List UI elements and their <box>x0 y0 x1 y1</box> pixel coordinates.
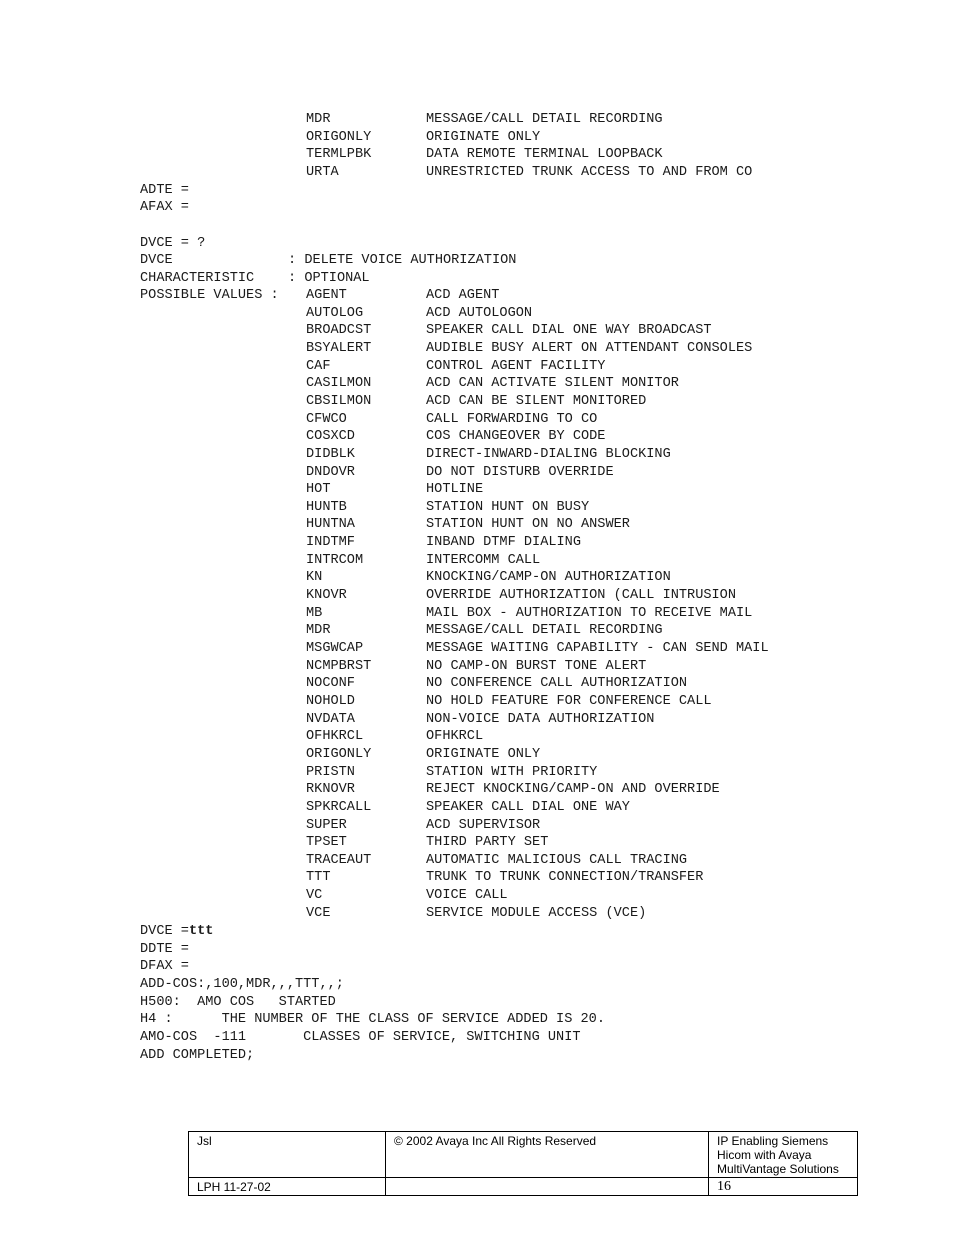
output-line: H500: AMO COS STARTED <box>140 995 336 1010</box>
dvce-input-prompt: DVCE = <box>140 924 189 939</box>
value-description: ORIGINATE ONLY <box>426 129 541 145</box>
value-description: HOTLINE <box>426 482 484 498</box>
footer-title-line: Hicom with Avaya <box>717 1148 812 1162</box>
value-code: MB <box>306 605 323 621</box>
value-code: KNOVR <box>306 588 347 604</box>
value-description: COS CHANGEOVER BY CODE <box>426 429 606 445</box>
value-description: STATION HUNT ON BUSY <box>426 499 590 515</box>
value-code: NCMPBRST <box>306 658 372 674</box>
value-code: KN <box>306 570 323 586</box>
value-description: DO NOT DISTURB OVERRIDE <box>426 464 614 480</box>
value-code: BROADCST <box>306 323 372 339</box>
value-description: MESSAGE WAITING CAPABILITY - CAN SEND MAIL <box>426 641 769 656</box>
value-code: TRACEAUT <box>306 852 372 868</box>
value-description: DATA REMOTE TERMINAL LOOPBACK <box>426 147 663 163</box>
value-code: ORIGONLY <box>306 129 372 145</box>
value-description: SERVICE MODULE ACCESS (VCE) <box>426 905 647 921</box>
value-code: NOCONF <box>306 676 355 692</box>
value-code: OFHKRCL <box>306 729 364 745</box>
value-description: ACD AGENT <box>426 288 500 303</box>
footer-page-number: 16 <box>709 1178 858 1196</box>
possible-values-label: POSSIBLE VALUES : <box>140 288 279 303</box>
value-code: NOHOLD <box>306 693 355 709</box>
value-code: HUNTNA <box>306 517 355 533</box>
value-description: UNRESTRICTED TRUNK ACCESS TO AND FROM CO <box>426 165 753 181</box>
value-code: MDR <box>306 112 331 127</box>
value-code: RKNOVR <box>306 782 355 798</box>
value-code: MSGWCAP <box>306 641 364 656</box>
value-code: AGENT <box>306 288 347 303</box>
value-description: CONTROL AGENT FACILITY <box>426 358 606 374</box>
value-code: CASILMON <box>306 376 372 392</box>
value-code: URTA <box>306 165 339 181</box>
dvce-input-value: ttt <box>188 924 214 939</box>
value-code: HOT <box>306 482 331 498</box>
value-code: BSYALERT <box>306 340 372 356</box>
value-code: CAF <box>306 358 331 374</box>
value-description: NON-VOICE DATA AUTHORIZATION <box>426 711 655 727</box>
footer-doc-title <box>709 1132 858 1178</box>
value-code: TERMLPBK <box>306 147 372 163</box>
value-description: DIRECT-INWARD-DIALING BLOCKING <box>426 446 671 462</box>
output-line: AMO-COS -111 CLASSES OF SERVICE, SWITCHING UNIT <box>140 1030 581 1045</box>
footer-empty-cell <box>386 1178 709 1196</box>
footer-title-line: IP Enabling Siemens <box>717 1134 829 1148</box>
value-description: CALL FORWARDING TO CO <box>426 411 598 427</box>
value-code: SUPER <box>306 817 347 833</box>
value-description: SPEAKER CALL DIAL ONE WAY BROADCAST <box>426 323 712 339</box>
value-description: ORIGINATE ONLY <box>426 746 541 762</box>
value-description: OFHKRCL <box>426 729 484 745</box>
footer-title-line: MultiVantage Solutions <box>717 1162 839 1176</box>
characteristic-label: CHARACTERISTIC <box>140 271 255 286</box>
value-description: ACD AUTOLOGON <box>426 305 533 321</box>
value-description: NO CAMP-ON BURST TONE ALERT <box>426 658 647 674</box>
value-description: AUDIBLE BUSY ALERT ON ATTENDANT CONSOLES <box>426 340 753 356</box>
value-description: STATION HUNT ON NO ANSWER <box>426 517 630 533</box>
value-description: ACD CAN BE SILENT MONITORED <box>426 393 647 409</box>
value-code: INDTMF <box>306 535 355 551</box>
value-description: INTERCOMM CALL <box>426 552 541 568</box>
value-description: SPEAKER CALL DIAL ONE WAY <box>426 799 630 815</box>
value-description: KNOCKING/CAMP-ON AUTHORIZATION <box>426 570 671 586</box>
value-code: HUNTB <box>306 499 347 515</box>
footer-author: Jsl <box>189 1132 386 1178</box>
page-footer <box>188 1131 858 1196</box>
adte-prompt: ADTE = <box>140 183 189 198</box>
value-description: REJECT KNOCKING/CAMP-ON AND OVERRIDE <box>426 782 720 798</box>
value-code: ORIGONLY <box>306 746 372 762</box>
value-description: VOICE CALL <box>426 888 508 904</box>
dvce-param-desc: : DELETE VOICE AUTHORIZATION <box>288 253 517 268</box>
value-description: ACD CAN ACTIVATE SILENT MONITOR <box>426 376 679 392</box>
value-code: NVDATA <box>306 711 355 727</box>
value-description: NO HOLD FEATURE FOR CONFERENCE CALL <box>426 693 712 709</box>
value-code: PRISTN <box>306 764 355 780</box>
value-code: VC <box>306 888 323 904</box>
dvce-query: DVCE = ? <box>140 236 206 251</box>
output-line: ADD COMPLETED; <box>140 1048 255 1063</box>
value-code: CBSILMON <box>306 393 372 409</box>
characteristic-value: : OPTIONAL <box>288 271 370 286</box>
dvce-param-label: DVCE <box>140 253 173 268</box>
output-line: H4 : THE NUMBER OF THE CLASS OF SERVICE ADDED IS 20. <box>140 1012 605 1027</box>
value-code: INTRCOM <box>306 552 364 568</box>
value-code: COSXCD <box>306 429 355 445</box>
output-line: ADD-COS:,100,MDR,,,TTT,,; <box>140 977 344 992</box>
value-description: MESSAGE/CALL DETAIL RECORDING <box>426 112 663 127</box>
value-code: SPKRCALL <box>306 799 372 815</box>
afax-prompt: AFAX = <box>140 200 189 215</box>
value-description: INBAND DTMF DIALING <box>426 535 581 551</box>
value-code: MDR <box>306 623 331 639</box>
value-description: MESSAGE/CALL DETAIL RECORDING <box>426 623 663 639</box>
dfax-prompt: DFAX = <box>140 959 189 974</box>
value-description: THIRD PARTY SET <box>426 835 549 851</box>
value-description: TRUNK TO TRUNK CONNECTION/TRANSFER <box>426 870 704 886</box>
footer-revision: LPH 11-27-02 <box>189 1178 386 1196</box>
value-description: OVERRIDE AUTHORIZATION (CALL INTRUSION <box>426 588 736 604</box>
dvce-input-line <box>140 923 213 941</box>
value-code: TTT <box>306 870 331 886</box>
value-code: VCE <box>306 905 331 921</box>
value-code: TPSET <box>306 835 347 851</box>
value-code: CFWCO <box>306 411 347 427</box>
value-description: NO CONFERENCE CALL AUTHORIZATION <box>426 676 688 692</box>
footer-copyright: © 2002 Avaya Inc All Rights Reserved <box>386 1132 709 1178</box>
value-code: AUTOLOG <box>306 305 364 321</box>
ddte-prompt: DDTE = <box>140 942 189 957</box>
value-description: ACD SUPERVISOR <box>426 817 541 833</box>
value-description: MAIL BOX - AUTHORIZATION TO RECEIVE MAIL <box>426 605 753 621</box>
value-code: DNDOVR <box>306 464 355 480</box>
value-code: DIDBLK <box>306 446 355 462</box>
value-description: STATION WITH PRIORITY <box>426 764 598 780</box>
value-description: AUTOMATIC MALICIOUS CALL TRACING <box>426 852 688 868</box>
